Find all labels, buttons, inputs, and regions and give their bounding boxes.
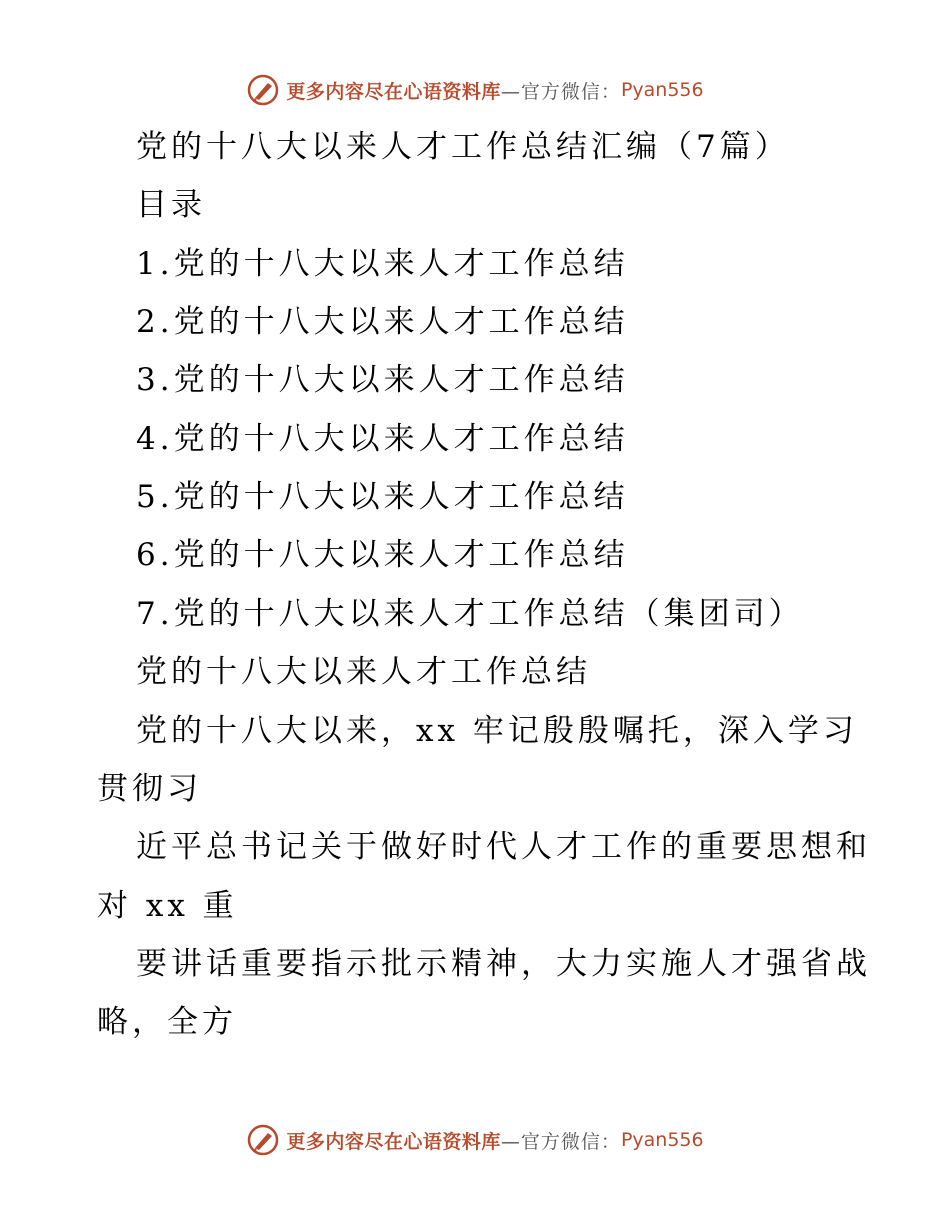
toc-item-5: 5.党的十八大以来人才工作总结 — [136, 479, 629, 515]
toc-heading: 目录 — [136, 187, 206, 223]
watermark-footer — [0, 1120, 950, 1160]
toc-item-6: 6.党的十八大以来人才工作总结 — [136, 537, 629, 573]
body-line-5: 要讲话重要指示批示精神，大力实施人才强省战 — [136, 946, 871, 982]
body-line-4: 对 xx 重 — [97, 888, 238, 924]
watermark-separator-text: —官方微信： — [500, 80, 621, 103]
watermark-main-text: 更多内容尽在心语资料库 — [286, 80, 501, 103]
watermark-main-text: 更多内容尽在心语资料库 — [286, 1130, 501, 1153]
body-line-3: 近平总书记关于做好时代人才工作的重要思想和 — [136, 829, 871, 865]
pen-logo-icon — [246, 73, 280, 107]
pen-logo-icon — [246, 1123, 280, 1157]
watermark-separator-text: —官方微信： — [500, 1130, 621, 1153]
watermark-id-text: Pyan556 — [620, 79, 704, 101]
section-heading: 党的十八大以来人才工作总结 — [136, 654, 591, 690]
toc-item-1: 1.党的十八大以来人才工作总结 — [136, 246, 629, 282]
document-title: 党的十八大以来人才工作总结汇编（7篇） — [136, 129, 790, 165]
toc-item-3: 3.党的十八大以来人才工作总结 — [136, 362, 629, 398]
body-line-2: 贯彻习 — [97, 771, 202, 807]
watermark-id-text: Pyan556 — [620, 1129, 704, 1151]
body-line-6: 略，全方 — [97, 1004, 237, 1040]
watermark-header — [0, 70, 950, 110]
toc-item-7: 7.党的十八大以来人才工作总结（集团司） — [136, 596, 804, 632]
toc-item-4: 4.党的十八大以来人才工作总结 — [136, 421, 629, 457]
body-line-1: 党的十八大以来，xx 牢记殷殷嘱托，深入学习 — [136, 713, 858, 749]
toc-item-2: 2.党的十八大以来人才工作总结 — [136, 304, 629, 340]
